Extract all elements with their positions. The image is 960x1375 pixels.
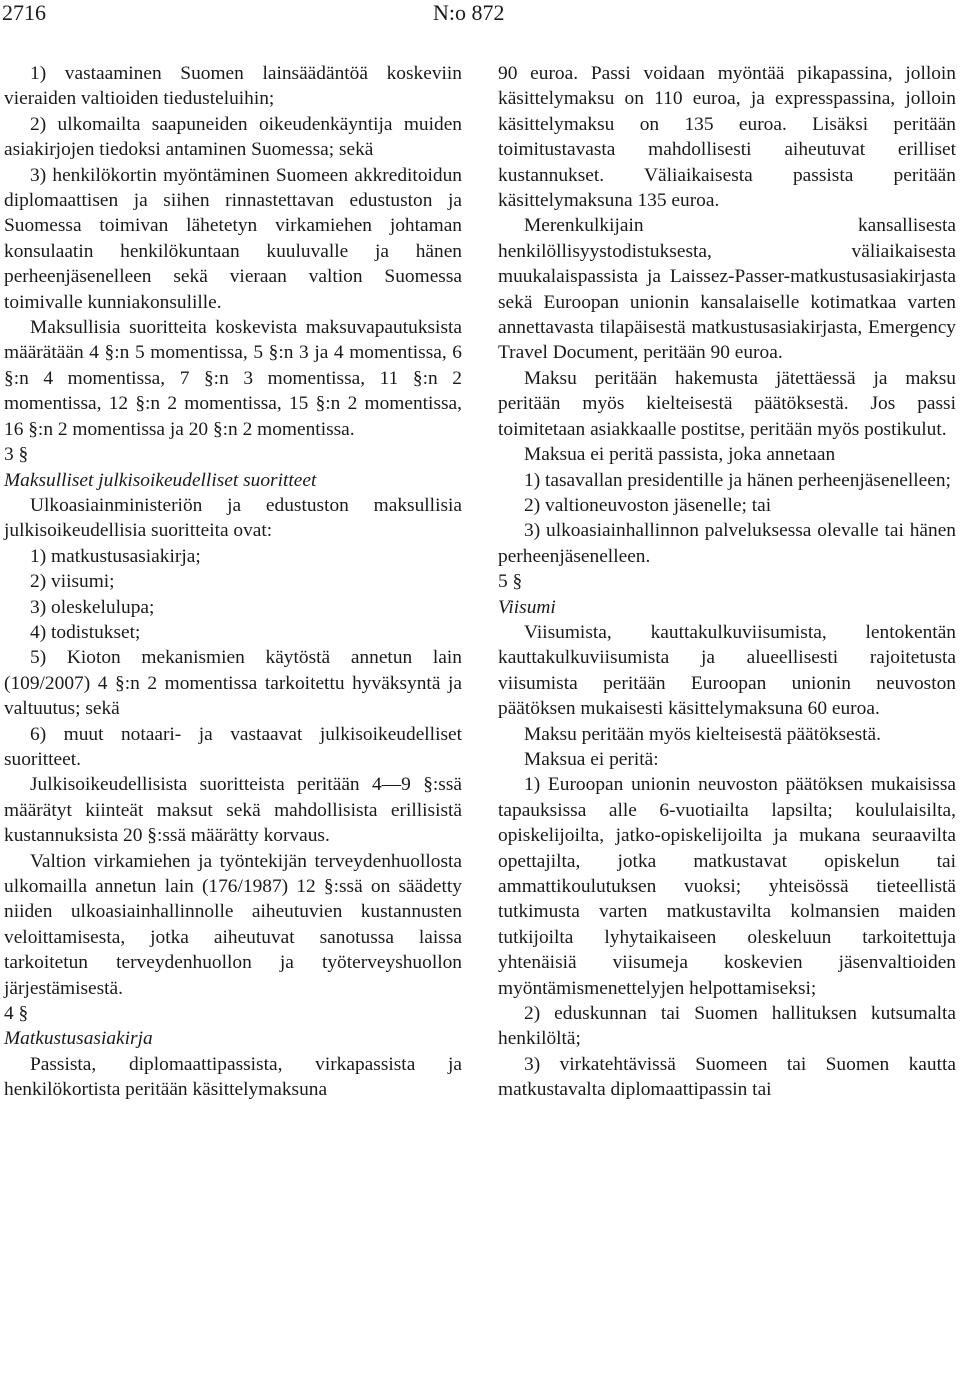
list-item: 1) tasavallan presidentille ja hänen perheenjäsenelleen; — [524, 469, 951, 491]
paragraph: Ulkoasiainministeriön ja edustuston maksullisia julkisoikeudellisia suoritteita ovat: — [4, 494, 462, 542]
list-item: 5) Kioton mekanismien käytöstä annetun lain (109/2007) 4 §:n 2 momentissa tarkoitettu hyväksyntä ja valtuutus; sekä — [4, 647, 462, 720]
paragraph: Julkisoikeudellisista suoritteista peritään 4—9 §:ssä määrätyt kiinteät maksut sekä mahdollisista erillisistä kustannuksista 20 §:ssä määrätty korvaus. — [4, 774, 462, 847]
paragraph: Merenkulkijain kansallisesta henkilöllisyystodistuksesta, väliaikaisesta muukalaispassista ja Laissez-Passer-matkustusasiakirjasta sekä Euroopan unionin kansalaiselle kotimatkaa varten annettavasta tilapäisestä matkustusasiakirjasta, Emergency Travel Document, peritään 90 euroa. — [498, 215, 956, 364]
list-item: 2) eduskunnan tai Suomen hallituksen kutsumalta henkilöltä; — [498, 1003, 956, 1050]
list-item: 3) virkatehtävissä Suomeen tai Suomen kautta matkustavalta diplomaattipassin tai — [498, 1053, 956, 1101]
section-number: 3 § — [4, 444, 29, 466]
list-item: 4) todistukset; — [30, 621, 141, 643]
paragraph: Maksua ei peritä: — [524, 748, 659, 770]
right-column — [498, 61, 956, 1103]
list-item: 1) Euroopan unionin neuvoston päätöksen mukaisissa tapauksissa alle 6-vuotiailta lapsilta; koululaisilta, opiskelijoilta, jatko-opiskelijoilta ja mukana seuraavilta opettajilta, jotka matkustavat opiskelun tai ammattikoulutuksen vuoksi; yhteisössä tieteellistä tutkimusta varten matkustavilta kolmansien maiden tutkijoilta lyhytaikaiseen oleskeluun tarkoitettuja yhtenäisiä viisumeja koskevien jäsenvaltioiden myöntämismenettelyjen helpottamiseksi; — [498, 774, 956, 999]
paragraph: Viisumista, kauttakulkuviisumista, lentokentän kauttakulkuviisumista ja alueellisesti rajoitetusta viisumista peritään Euroopan unionin neuvoston päätöksen mukaisesti käsittelymaksuna 60 euroa. — [498, 621, 956, 720]
list-item: 3) oleskelulupa; — [30, 596, 155, 618]
paragraph: 1) vastaaminen Suomen lainsäädäntöä koskeviin vieraiden valtioiden tiedusteluihin; — [4, 63, 462, 110]
paragraph: 90 euroa. Passi voidaan myöntää pikapassina, jolloin käsittelymaksu on 110 euroa, ja expresspassina, jolloin käsittelymaksu on 135 euroa. Lisäksi peritään toimitustavasta mahdollisesti aiheutuvat erilliset kustannukset. Väliaikaisesta passista peritään käsittelymaksuna 135 euroa. — [498, 63, 956, 212]
section-number: 5 § — [498, 571, 523, 593]
paragraph: Maksullisia suoritteita koskevista maksuvapautuksista määrätään 4 §:n 5 momentissa, 5 §:n 3 ja 4 momentissa, 6 §:n 4 momentissa, 7 §:n 3 momentissa, 11 §:n 2 momentissa, 12 §:n 2 momentissa, 15 §:n 2 momentissa, 16 §:n 2 momentissa ja 20 §:n 2 momentissa. — [4, 317, 462, 440]
page-header — [0, 0, 960, 32]
list-item: 2) viisumi; — [30, 571, 115, 593]
section-number: 4 § — [4, 1003, 29, 1025]
section-title: Viisumi — [498, 596, 556, 618]
document-number: N:o 872 — [433, 0, 505, 25]
list-item: 6) muut notaari- ja vastaavat julkisoikeudelliset suoritteet. — [4, 723, 462, 770]
list-item: 3) ulkoasiainhallinnon palveluksessa olevalle tai hänen perheenjäsenelleen. — [498, 520, 956, 567]
paragraph: 3) henkilökortin myöntäminen Suomeen akkreditoidun diplomaattisen ja siihen rinnastettavan edustuston ja Suomessa toimivan lähetetyn virkamiehen johtaman konsulaatin henkilökuntaan kuuluvalle ja hänen perheenjäsenelleen sekä vieraan valtion Suomessa toimivalle kunniakonsulille. — [4, 164, 462, 313]
paragraph: Maksu peritään myös kielteisestä päätöksestä. — [524, 723, 882, 745]
paragraph: 2) ulkomailta saapuneiden oikeudenkäyntija muiden asiakirjojen tiedoksi antaminen Suomessa; sekä — [4, 113, 462, 161]
paragraph: Valtion virkamiehen ja työntekijän terveydenhuollosta ulkomailla annetun lain (176/1987) 12 §:ssä on säädetty niiden ulkoasiainhallinnolle aiheutuvien kustannusten veloittamisesta, jotka aiheutuvat sanotussa laissa tarkoitetun terveydenhuollon ja työterveyshuollon järjestämisestä. — [4, 850, 462, 999]
list-item: 1) matkustusasiakirja; — [30, 545, 201, 567]
list-item: 2) valtioneuvoston jäsenelle; tai — [524, 494, 772, 516]
paragraph: Maksu peritään hakemusta jätettäessä ja maksu peritään myös kielteisestä päätöksestä. Jos passi toimitetaan asiakkaalle postitse, peritään myös postikulut. — [498, 367, 956, 440]
section-title: Matkustusasiakirja — [4, 1028, 153, 1050]
left-column — [4, 61, 462, 1103]
paragraph: Maksua ei peritä passista, joka annetaan — [524, 444, 836, 466]
page-number: 2716 — [2, 0, 46, 25]
section-title: Maksulliset julkisoikeudelliset suoritteet — [4, 469, 317, 491]
paragraph: Passista, diplomaattipassista, virkapassista ja henkilökortista peritään käsittelymaksuna — [4, 1053, 462, 1101]
